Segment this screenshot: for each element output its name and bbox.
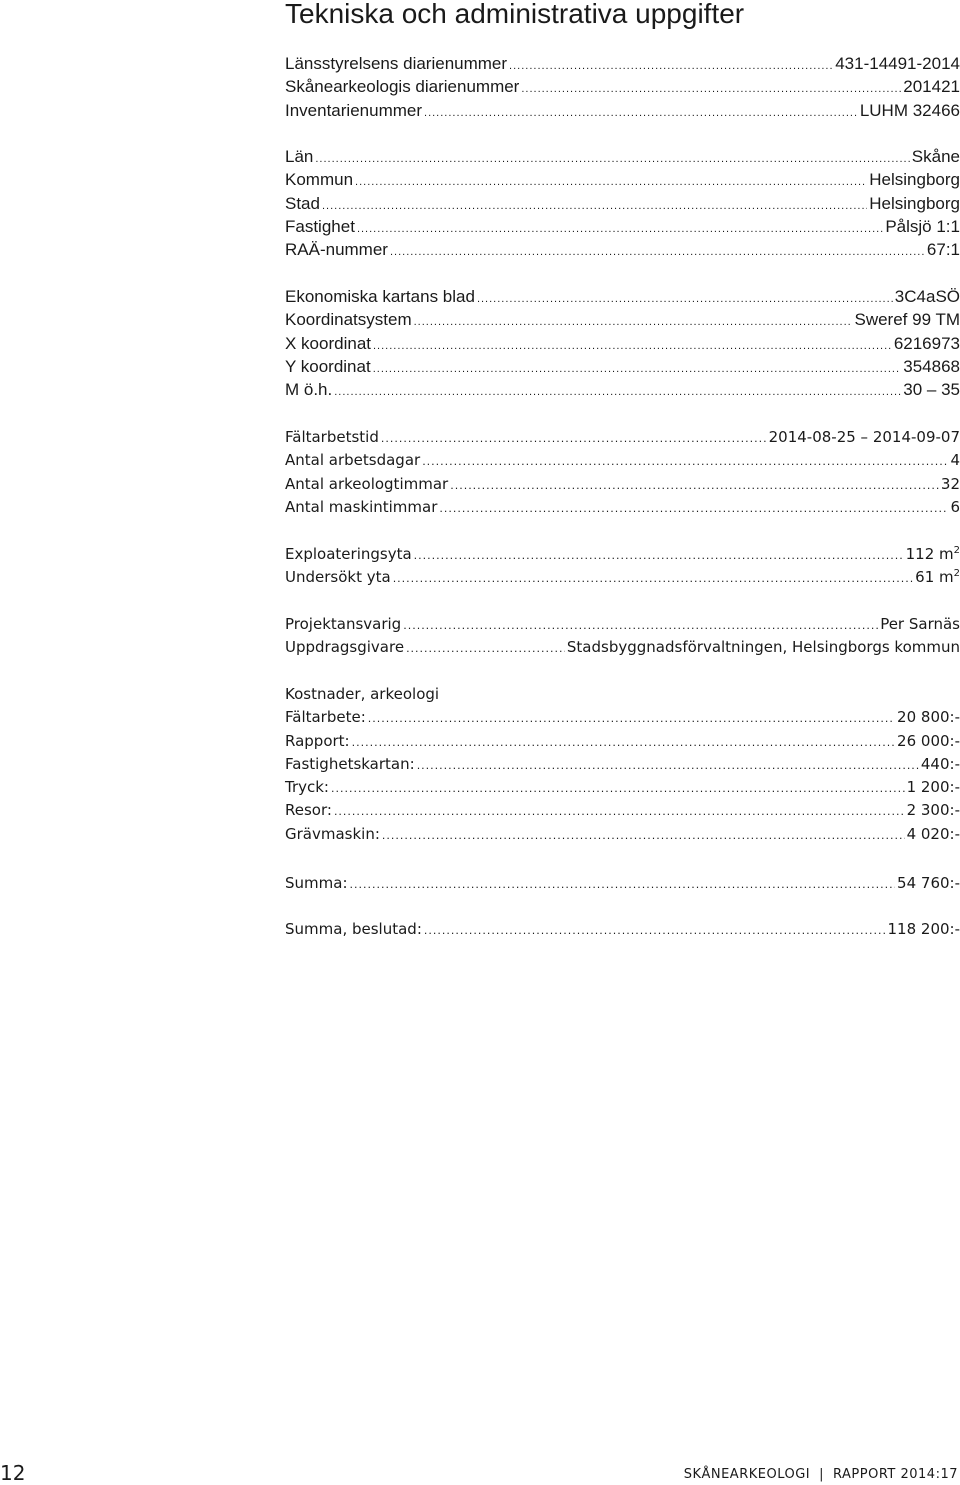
info-value: Per Sarnäs <box>880 615 960 633</box>
dot-leader <box>350 878 896 891</box>
info-label: Antal maskintimmar <box>285 497 438 516</box>
info-row <box>285 451 960 474</box>
dot-leader <box>382 829 905 842</box>
info-label: RAÄ-nummer <box>285 240 388 260</box>
info-row <box>285 357 960 380</box>
info-row <box>285 568 960 591</box>
sum-value: 54 760:- <box>897 874 960 892</box>
info-label: Y koordinat <box>285 356 371 376</box>
cost-label: Tryck: <box>285 778 329 797</box>
info-value: Pålsjö 1:1 <box>885 216 960 236</box>
info-label: Ekonomiska kartans blad <box>285 287 475 306</box>
info-value: 354868 <box>903 356 960 376</box>
dot-leader <box>414 549 904 562</box>
info-row <box>285 334 960 357</box>
dot-leader <box>390 246 925 258</box>
sum-decided-value: 118 200:- <box>887 920 960 938</box>
cost-value: 440:- <box>920 754 960 773</box>
cost-value: 20 800:- <box>897 708 960 727</box>
dot-leader <box>422 455 948 468</box>
dot-leader <box>355 176 867 188</box>
info-value: LUHM 32466 <box>859 100 960 120</box>
dot-leader <box>352 736 895 749</box>
info-value: Helsingborg <box>869 170 960 190</box>
publisher-name: SKÅNEARKEOLOGI <box>683 1467 811 1482</box>
report-number: RAPPORT 2014:17 <box>833 1467 958 1482</box>
info-label: Uppdragsgivare <box>285 638 405 657</box>
info-value: 32 <box>940 474 960 493</box>
info-row <box>285 194 960 217</box>
dot-leader <box>334 805 905 818</box>
dot-leader <box>373 340 892 352</box>
footer-separator: | <box>819 1467 825 1482</box>
info-value: 4 <box>950 451 960 470</box>
costs-sum-decided <box>285 920 960 943</box>
info-value: 61 $m^2$ <box>915 568 960 587</box>
cost-label: Fältarbete: <box>285 708 366 727</box>
sum-label: Summa: <box>285 874 348 892</box>
info-row <box>285 615 960 638</box>
dot-leader <box>403 619 878 632</box>
cost-row <box>285 755 960 778</box>
dot-leader <box>521 83 901 95</box>
cost-label: Grävmaskin: <box>285 824 380 843</box>
info-row <box>285 475 960 498</box>
info-label: Län <box>285 147 314 166</box>
sum-decided-row <box>285 920 960 943</box>
dot-leader <box>406 642 565 655</box>
superscript: 2 <box>953 545 960 556</box>
dot-leader <box>424 107 858 119</box>
info-label: Länsstyrelsens diarienummer <box>285 54 508 73</box>
info-row <box>285 498 960 521</box>
info-row <box>285 638 960 661</box>
dot-leader <box>368 712 895 725</box>
dot-leader <box>381 432 767 445</box>
info-value: 6216973 <box>893 333 960 353</box>
cost-value: 26 000:- <box>897 731 960 750</box>
superscript: 2 <box>953 568 960 580</box>
info-row <box>285 217 960 240</box>
info-label: Stad <box>285 193 320 213</box>
info-value: Stadsbyggnadsförvaltningen, Helsingborgs kommun <box>566 638 960 657</box>
info-value: 3C4aSÖ <box>894 287 960 306</box>
info-value: Helsingborg <box>869 193 960 213</box>
dot-leader <box>424 924 886 937</box>
info-row <box>285 287 960 310</box>
info-label: Kommun <box>285 170 354 190</box>
dot-leader <box>417 759 919 772</box>
info-row <box>285 77 960 100</box>
info-value: 112 $m^2$ <box>905 545 960 563</box>
dot-leader <box>477 293 893 305</box>
cost-row <box>285 732 960 755</box>
info-value: Sweref 99 TM <box>854 310 960 330</box>
info-row <box>285 147 960 170</box>
dot-leader <box>450 479 939 492</box>
info-row <box>285 545 960 568</box>
costs-heading: Kostnader, arkeologi <box>285 685 440 703</box>
coordinates-info <box>285 287 960 403</box>
costs-section <box>285 685 960 848</box>
footer-publication <box>684 1467 958 1482</box>
cost-label: Resor: <box>285 801 332 820</box>
cost-row <box>285 825 960 848</box>
dot-leader <box>315 153 909 165</box>
info-value: 431-14491-2014 <box>835 54 960 73</box>
info-row <box>285 54 960 77</box>
info-row <box>285 170 960 193</box>
info-label: Antal arkeologtimmar <box>285 474 449 493</box>
info-label: Fältarbetstid <box>285 428 379 446</box>
page-number: 12 <box>0 1461 26 1485</box>
info-value: 67:1 <box>926 240 960 260</box>
dot-leader <box>439 502 948 515</box>
info-label: Koordinatsystem <box>285 310 412 330</box>
info-label: M ö.h. <box>285 380 333 400</box>
cost-label: Rapport: <box>285 731 350 750</box>
dot-leader <box>357 223 883 235</box>
dot-leader <box>393 572 913 585</box>
dot-leader <box>373 363 902 375</box>
responsibility-info <box>285 615 960 662</box>
fieldwork-info <box>285 428 960 521</box>
dot-leader <box>414 316 853 328</box>
info-label: Inventarienummer <box>285 100 423 120</box>
cost-value: 1 200:- <box>906 778 960 797</box>
info-label: Antal arbetsdagar <box>285 451 421 470</box>
info-value: 6 <box>950 497 960 516</box>
dot-leader <box>334 386 901 398</box>
info-label: Fastighet <box>285 216 355 236</box>
info-row <box>285 310 960 333</box>
cost-row <box>285 778 960 801</box>
location-info <box>285 147 960 263</box>
sum-row <box>285 874 960 897</box>
costs-sum <box>285 874 960 897</box>
info-row <box>285 101 960 124</box>
info-row <box>285 240 960 263</box>
page-title: Tekniska och administrativa uppgifter <box>285 0 745 29</box>
cost-row <box>285 801 960 824</box>
cost-value: 2 300:- <box>906 801 960 820</box>
registry-numbers <box>285 54 960 124</box>
sum-decided-label: Summa, beslutad: <box>285 920 422 938</box>
info-label: Undersökt yta <box>285 568 391 587</box>
info-value: Skåne <box>911 147 960 166</box>
info-row <box>285 380 960 403</box>
cost-label: Fastighetskartan: <box>285 754 415 773</box>
info-label: Exploateringsyta <box>285 545 412 563</box>
info-value: 30 – 35 <box>903 380 960 400</box>
cost-row <box>285 708 960 731</box>
info-value: 201421 <box>903 77 960 97</box>
info-row <box>285 428 960 451</box>
cost-value: 4 020:- <box>906 824 960 843</box>
dot-leader <box>509 60 833 72</box>
info-label: Projektansvarig <box>285 615 402 633</box>
area-info <box>285 545 960 592</box>
info-label: Skånearkeologis diarienummer <box>285 77 520 97</box>
dot-leader <box>331 782 905 795</box>
dot-leader <box>322 200 867 212</box>
info-label: X koordinat <box>285 333 371 353</box>
info-value: 2014-08-25 – 2014-09-07 <box>768 428 960 446</box>
